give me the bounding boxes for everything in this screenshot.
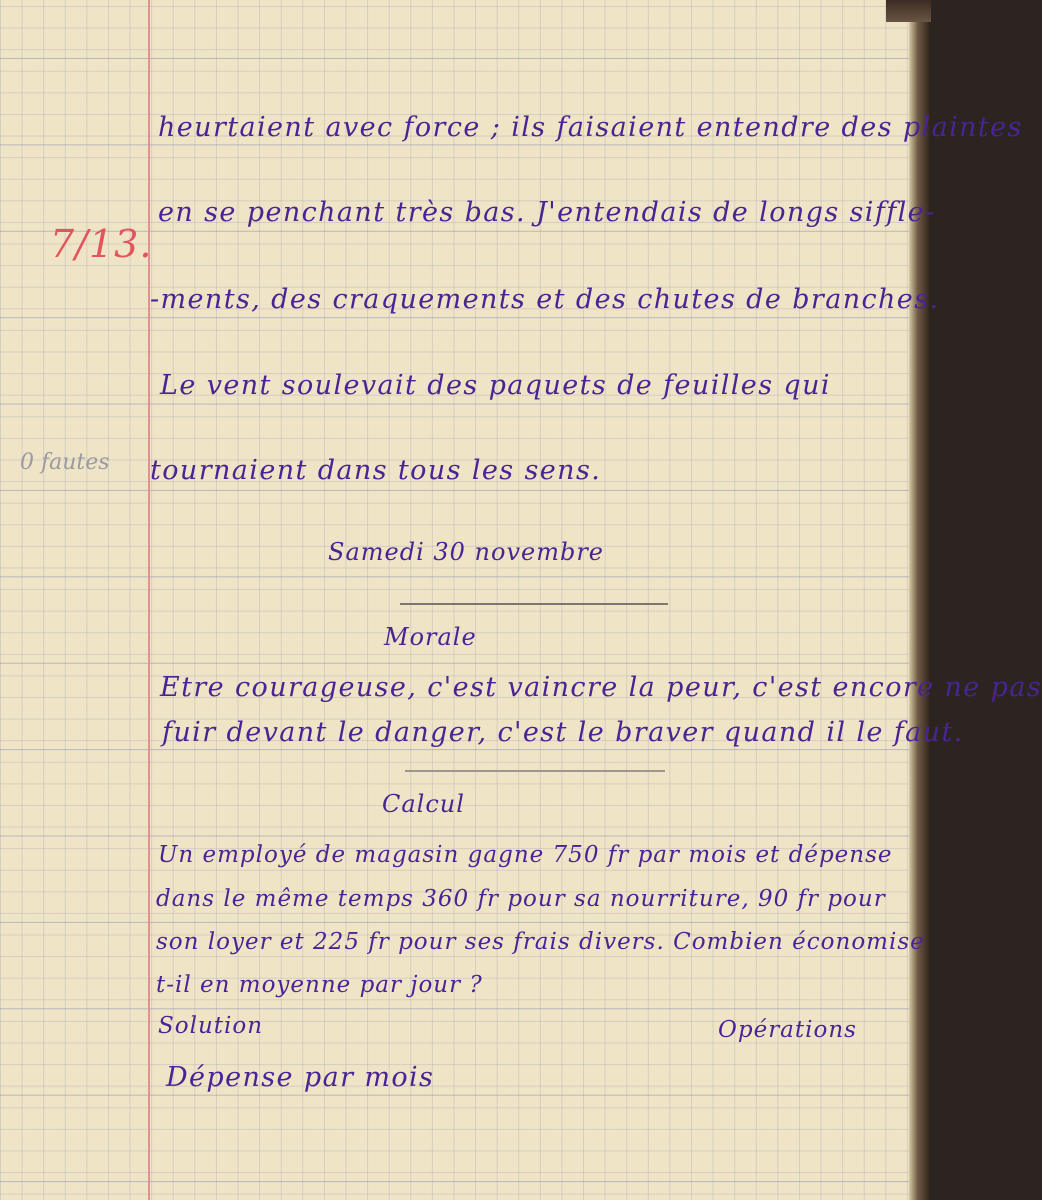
- problem-line-4: t-il en moyenne par jour ?: [156, 972, 483, 998]
- teacher-grade: 7/13.: [50, 222, 153, 266]
- calcul-title: Calcul: [382, 790, 465, 818]
- morale-line-2: fuir devant le danger, c'est le braver quand il le faut.: [162, 717, 964, 748]
- morale-line-1: Etre courageuse, c'est vaincre la peur, c'est encore ne pas: [160, 672, 1042, 703]
- morale-underline: [405, 770, 665, 772]
- problem-line-3: son loyer et 225 fr pour ses frais divers. Combien économise: [156, 929, 925, 955]
- page-corner-shadow: [886, 0, 931, 22]
- lesson-date: Samedi 30 novembre: [328, 538, 605, 566]
- date-underline: [400, 603, 668, 605]
- margin-line: [148, 0, 150, 1200]
- notebook-binding: [909, 0, 931, 1200]
- dictation-line-2: en se penchant très bas. J'entendais de longs siffle-: [158, 197, 936, 228]
- solution-label: Solution: [158, 1013, 264, 1039]
- operations-label: Opérations: [718, 1017, 857, 1043]
- dictation-line-3: -ments, des craquements et des chutes de branches.: [150, 284, 940, 315]
- problem-line-1: Un employé de magasin gagne 750 fr par mois et dépense: [158, 842, 893, 868]
- dictation-line-5: tournaient dans tous les sens.: [150, 455, 602, 486]
- morale-title: Morale: [384, 623, 477, 651]
- solution-step-1: Dépense par mois: [166, 1062, 435, 1093]
- dictation-line-4: Le vent soulevait des paquets de feuilles qui: [160, 370, 831, 401]
- problem-line-2: dans le même temps 360 fr pour sa nourriture, 90 fr pour: [156, 886, 886, 912]
- pencil-error-count: 0 fautes: [20, 450, 110, 475]
- dictation-line-1: heurtaient avec force ; ils faisaient entendre des plaintes: [158, 112, 1023, 143]
